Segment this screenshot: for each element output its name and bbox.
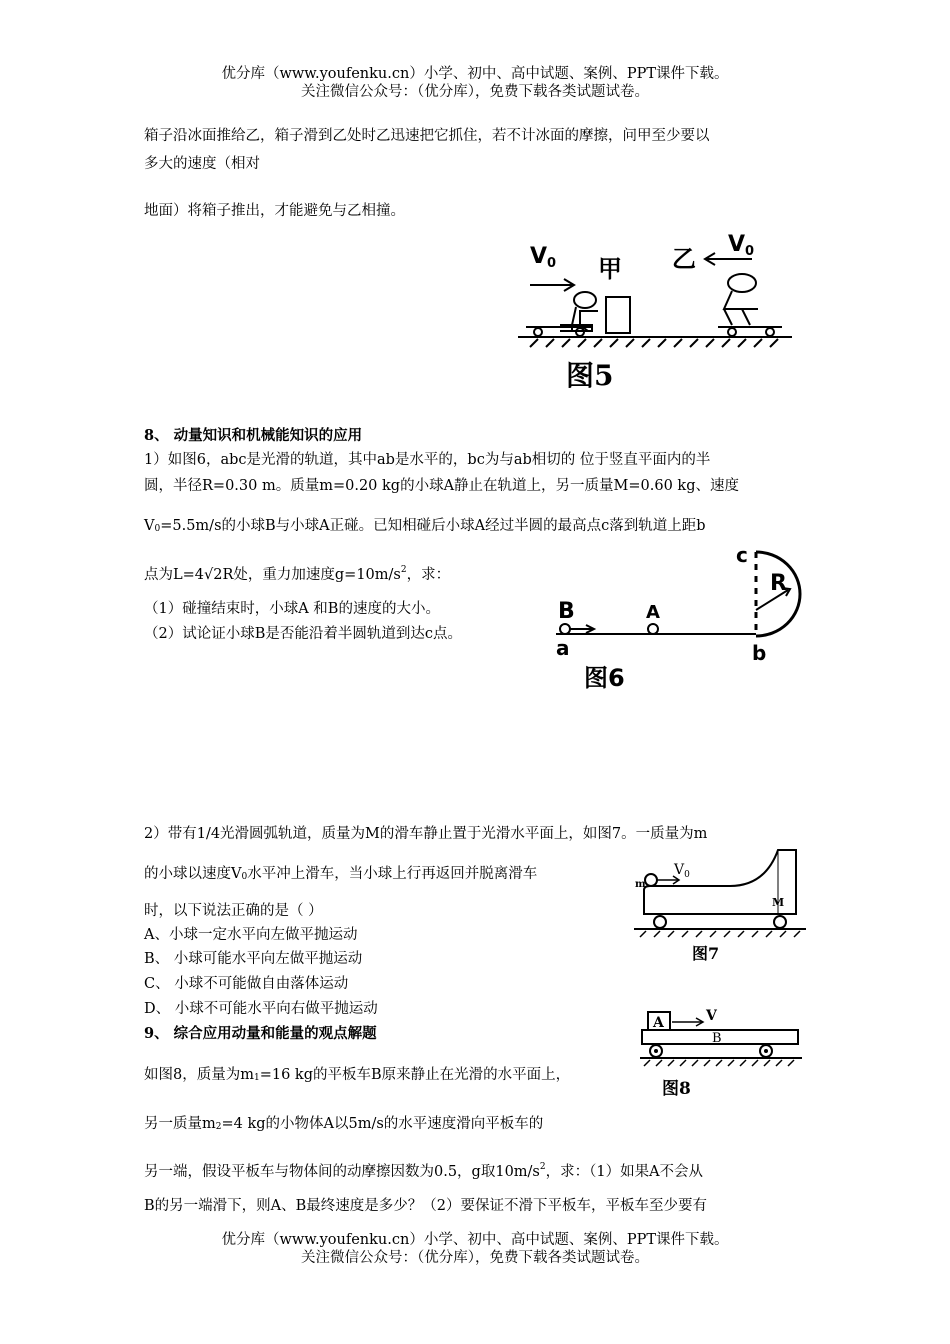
fig7-label-m: m (635, 879, 646, 890)
fig5-wheel-right-1 (728, 328, 736, 336)
fig8-caption: 图8 (662, 1079, 691, 1099)
fig6-label-b: b (752, 641, 767, 665)
q8-heading: 8、 动量知识和机械能知识的应用 (144, 427, 363, 444)
fig8-wheel-1-hub (654, 1049, 658, 1053)
fig6-label-B: B (558, 599, 575, 624)
q7-text-line3: 地面）将箱子推出，才能避免与乙相撞。 (144, 203, 405, 219)
fig5-ground-hatch (530, 339, 778, 347)
q7-text-line1: 箱子沿冰面推给乙，箱子滑到乙处时乙迅速把它抓住，若不计冰面的摩擦，问甲至少要以 (144, 128, 710, 144)
q8-p2-line1: 2）带有1/4光滑圆弧轨道，质量为M的滑车静止置于光滑水平面上，如图7。一质量为m (144, 826, 708, 842)
q7-text-line2: 多大的速度（相对 (144, 156, 260, 172)
fig5-box (606, 297, 630, 333)
fig8-label-V: V (706, 1008, 717, 1024)
fig5-label-yi: 乙 (672, 244, 696, 273)
figure-7 (630, 840, 810, 965)
fig5-jia-head (574, 292, 596, 308)
q9-line1: 如图8，质量为$m_1=16$ kg的平板车B原来静止在光滑的水平面上， (144, 1067, 571, 1083)
fig6-label-R: R (770, 571, 787, 596)
fig7-ball (645, 874, 657, 886)
fig7-ground-hatch (640, 931, 800, 937)
fig7-wheel-2 (774, 916, 786, 928)
fig6-label-c: c (736, 543, 748, 567)
q9-heading: 9、 综合应用动量和能量的观点解题 (144, 1025, 377, 1042)
page-header-line2: 关注微信公众号：（优分库），免费下载各类试题试卷。 (301, 84, 649, 100)
fig7-wheel-1 (654, 916, 666, 928)
q8-p2-line2: 的小球以速度$V_0$水平冲上滑车，当小球上行再返回并脱离滑车 (144, 866, 538, 882)
q8-option-a: A、小球一定水平向左做平抛运动 (144, 927, 358, 943)
fig5-yi-head (728, 274, 756, 292)
fig7-label-v0: $V_0$ (674, 862, 690, 880)
q9-line3: 另一端，假设平板车与物体间的动摩擦因数为0.5，g取$10m/s^2$，求：（1）如果A不会从 (144, 1162, 704, 1180)
q9-line4: B的另一端滑下，则A、B最终速度是多少？（2）要保证不滑下平板车，平板车至少要有 (144, 1198, 708, 1214)
fig5-wheel-right-2 (766, 328, 774, 336)
q8-p2-line3: 时，以下说法正确的是（ ） (144, 903, 323, 919)
q8-p1-line1: 1）如图6，abc是光滑的轨道，其中ab是水平的，bc为与ab相切的 位于竖直平面内的半 (144, 452, 711, 468)
page-header-line1: 优分库（www.youfenku.cn）小学、初中、高中试题、案例、PPT课件下载。 (221, 66, 729, 82)
q8-p1-line2: 圆，半径R=0.30 m。质量m=0.20 kg的小球A静止在轨道上，另一质量M=0.60 kg、速度 (144, 478, 740, 494)
fig5-v0-right: V0 (728, 232, 755, 259)
fig6-ball-B (560, 624, 570, 634)
fig8-ground-hatch (644, 1060, 794, 1066)
q8-option-d: D、 小球不可能水平向右做平抛运动 (144, 1001, 378, 1017)
q8-p1-q1: （1）碰撞结束时，小球A 和B的速度的大小。 (144, 601, 440, 617)
page-footer-line2: 关注微信公众号：（优分库），免费下载各类试题试卷。 (301, 1250, 649, 1266)
fig5-label-jia: 甲 (598, 254, 622, 283)
q8-p1-line3: $V_0=5.5m/s$的小球B与小球A正碰。已知相碰后小球A经过半圆的最高点c落到轨道上距b (144, 518, 706, 534)
page-footer-line1: 优分库（www.youfenku.cn）小学、初中、高中试题、案例、PPT课件下载。 (221, 1232, 729, 1248)
fig7-caption: 图7 (692, 944, 720, 963)
fig5-wheel-left-1 (534, 328, 542, 336)
q8-p1-line4: 点为L=4√2R处，重力加速度$g=10m/s^2$，求： (144, 565, 451, 583)
fig6-ball-A (648, 624, 658, 634)
fig5-yi-body (724, 291, 758, 325)
fig8-label-B: B (712, 1031, 722, 1046)
fig7-label-M: M (772, 896, 785, 909)
q8-option-b: B、 小球可能水平向左做平抛运动 (144, 951, 363, 967)
fig8-label-A: A (653, 1015, 664, 1031)
fig6-label-a: a (556, 636, 570, 660)
fig5-caption: 图5 (566, 359, 614, 392)
q9-line2: 另一质量$m_2=4$ kg的小物体A以5m/s的水平速度滑向平板车的 (144, 1116, 544, 1132)
figure-6 (550, 540, 810, 695)
figure-5 (510, 225, 800, 395)
fig5-v0-left: V0 (530, 244, 557, 271)
fig6-caption: 图6 (584, 664, 625, 692)
q8-option-c: C、 小球不可能做自由落体运动 (144, 976, 349, 992)
figure-8 (636, 1004, 806, 1104)
fig6-label-A: A (646, 602, 660, 623)
q8-p1-q2: （2）试论证小球B是否能沿着半圆轨道到达c点。 (144, 626, 462, 642)
fig8-wheel-2-hub (764, 1049, 768, 1053)
